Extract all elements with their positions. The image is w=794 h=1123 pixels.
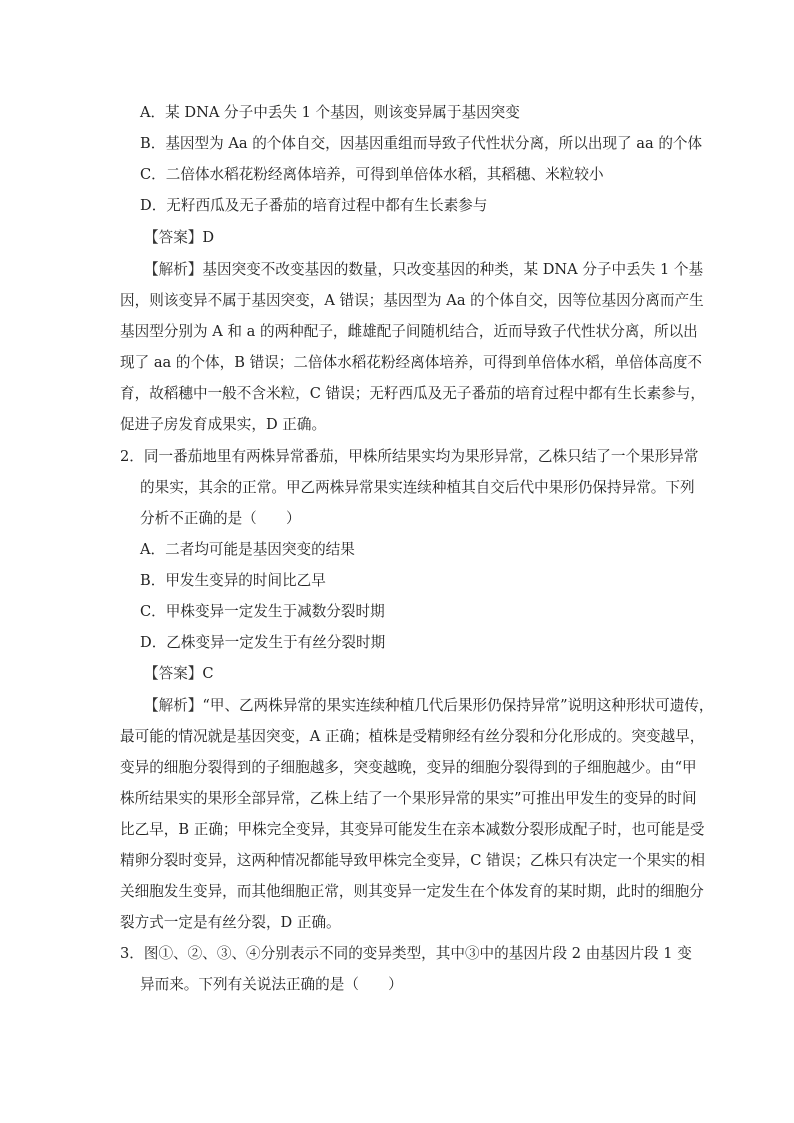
- q1-analysis-line: 育，故稻穗中一般不含米粒，C 错误；无籽西瓜及无子番茄的培育过程中都有生长素参与，: [120, 385, 705, 402]
- q2-option-b: B．甲发生变异的时间比乙早: [140, 572, 326, 589]
- answer-value: D: [202, 229, 215, 246]
- q1-option-c: C．二倍体水稻花粉经离体培养，可得到单倍体水稻，其稻穗、米粒较小: [140, 166, 604, 183]
- q3-stem-line: 3．图①、②、③、④分别表示不同的变异类型，其中③中的基因片段 2 由基因片段 1 变: [120, 945, 692, 962]
- analysis-text: 基因突变不改变基因的数量，只改变基因的种类，某 DNA 分子中丢失 1 个基: [202, 261, 704, 278]
- q1-analysis-line: 因，则该变异不属于基因突变，A 错误；基因型为 Aa 的个体自交，因等位基因分离而产生: [120, 292, 704, 309]
- q1-answer: [144, 228, 214, 248]
- q2-option-d: D．乙株变异一定发生于有丝分裂时期: [140, 634, 386, 651]
- analysis-tag: 【解析】: [144, 261, 203, 278]
- q2-stem-line: 分析不正确的是（ ）: [140, 510, 301, 527]
- q2-analysis-line: 变异的细胞分裂得到的子细胞越多，突变越晚，变异的细胞分裂得到的子细胞越少。由“甲: [120, 759, 697, 776]
- q2-analysis-line: 精卵分裂时变异，这两种情况都能导致甲株完全变异，C 错误；乙株只有决定一个果实的相: [120, 852, 705, 869]
- q3-stem-line: 异而来。下列有关说法正确的是（ ）: [140, 976, 403, 993]
- q2-analysis-line: 株所结果实的果形全部异常，乙株上结了一个果形异常的果实”可推出甲发生的变异的时间: [120, 790, 697, 807]
- q1-analysis-line: 促进子房发育成果实，D 正确。: [120, 416, 327, 433]
- q2-stem-line: 的果实，其余的正常。甲乙两株异常果实连续种植其自交后代中果形仍保持异常。下列: [140, 479, 695, 496]
- q2-analysis-line: 裂方式一定是有丝分裂，D 正确。: [120, 914, 341, 931]
- q2-analysis-line: 比乙早，B 正确；甲株完全变异，其变异可能发生在亲本减数分裂形成配子时，也可能是受: [120, 821, 705, 838]
- q2-analysis-line: [144, 696, 714, 716]
- q1-option-b: B．基因型为 Aa 的个体自交，因基因重组而导致子代性状分离，所以出现了 aa 的个体: [140, 135, 703, 152]
- q2-analysis-line: 关细胞发生变异，而其他细胞正常，则其变异一定发生在个体发育的某时期，此时的细胞分: [120, 883, 704, 900]
- answer-tag: 【答案】: [144, 665, 203, 682]
- answer-value: C: [202, 665, 214, 682]
- analysis-text: “甲、乙两株异常的果实连续种植几代后果形仍保持异常”说明这种形状可遗传，: [202, 697, 714, 714]
- q1-option-a: A．某 DNA 分子中丢失 1 个基因，则该变异属于基因突变: [140, 104, 520, 121]
- q2-answer: [144, 664, 214, 684]
- q2-analysis-line: 最可能的情况就是基因突变，A 正确；植株是受精卵经有丝分裂和分化形成的。突变越早，: [120, 728, 705, 745]
- q2-option-a: A．二者均可能是基因突变的结果: [140, 541, 355, 558]
- q1-analysis-line: [144, 260, 703, 280]
- q1-analysis-line: 基因型分别为 A 和 a 的两种配子，雌雄配子间随机结合，近而导致子代性状分离，所以出: [120, 323, 698, 340]
- answer-tag: 【答案】: [144, 229, 203, 246]
- analysis-tag: 【解析】: [144, 697, 203, 714]
- q1-analysis-line: 现了 aa 的个体，B 错误；二倍体水稻花粉经离体培养，可得到单倍体水稻，单倍体高度不: [120, 354, 703, 371]
- q2-option-c: C．甲株变异一定发生于减数分裂时期: [140, 603, 385, 620]
- q1-option-d: D．无籽西瓜及无子番茄的培育过程中都有生长素参与: [140, 197, 488, 214]
- q2-stem-line: 2．同一番茄地里有两株异常番茄，甲株所结果实均为果形异常，乙株只结了一个果形异常: [120, 448, 699, 465]
